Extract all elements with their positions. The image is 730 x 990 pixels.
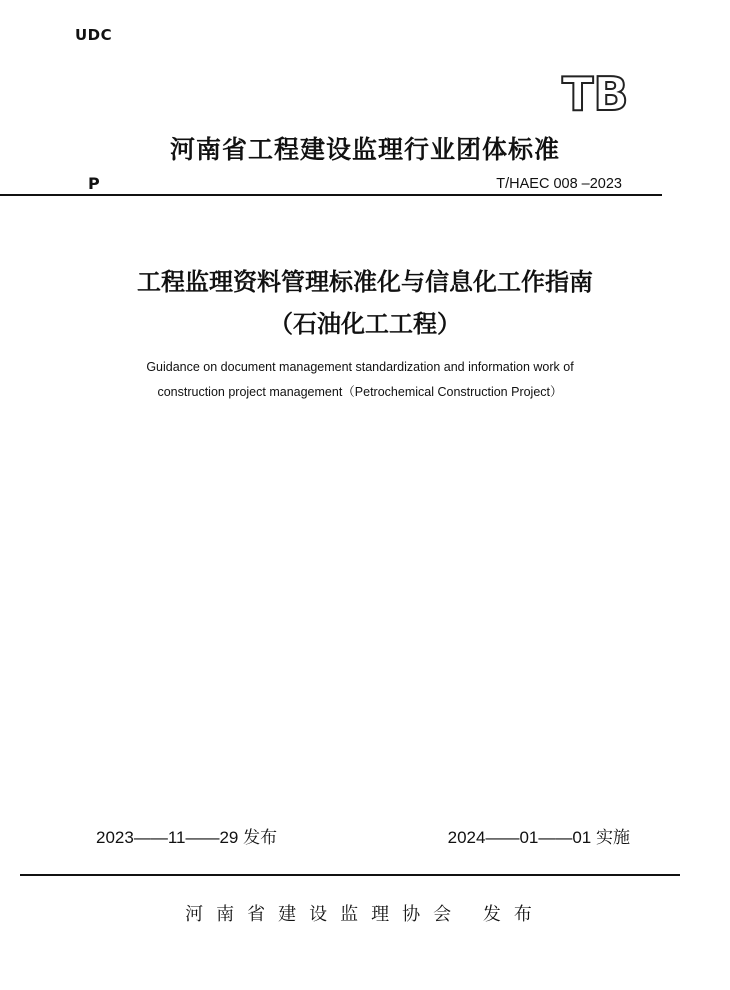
implementation-date: 2024——01——01 实施 [447,828,630,847]
document-title: 工程监理资料管理标准化与信息化工作指南 [137,268,593,296]
top-divider [0,194,662,196]
udc-label: UDC [75,26,113,44]
standard-number: T/HAEC 008 –2023 [496,176,622,192]
tb-logo-text: TB [562,67,629,121]
association-title: 河南省工程建设监理行业团体标准 [169,135,560,164]
tb-logo [560,66,629,121]
bottom-divider [20,874,680,876]
document-subtitle: （石油化工工程） [269,310,461,338]
classification-code: P [88,174,100,193]
english-title-line-1: Guidance on document management standardization and information work of [146,360,574,374]
issue-date: 2023——11——29 发布 [96,828,278,847]
english-title-line-2: construction project management（Petrochemical Construction Project） [157,385,563,399]
publisher: 河南省建设监理协会 发布 [185,904,545,925]
